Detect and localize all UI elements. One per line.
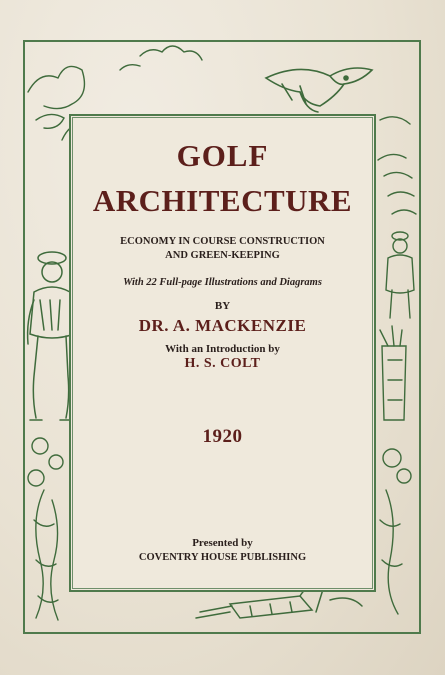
author-name: DR. A. MACKENZIE (138, 316, 307, 335)
intro-author: H. S. COLT (184, 356, 261, 371)
presented-label: Presented by (192, 537, 253, 549)
bird-illustration (266, 68, 372, 112)
book-title-line2: ARCHITECTURE (92, 183, 353, 218)
golf-bag-illustration (380, 326, 406, 420)
foliage-illustration (378, 117, 416, 214)
by-label: BY (214, 300, 231, 312)
intro-label: With an Introduction by (165, 343, 280, 355)
caddie-illustration (386, 232, 414, 318)
book-title-line1: GOLF (176, 138, 269, 173)
foliage-illustration (380, 449, 411, 614)
illustrations-note: With 22 Full-page Illustrations and Diagrams (123, 277, 322, 288)
publisher-name: COVENTRY HOUSE PUBLISHING (138, 552, 307, 563)
publication-year: 1920 (202, 426, 243, 447)
subtitle-line1: ECONOMY IN COURSE CONSTRUCTION (120, 236, 325, 247)
subtitle-line2: AND GREEN-KEEPING (165, 250, 280, 261)
foliage-illustration (28, 438, 63, 620)
